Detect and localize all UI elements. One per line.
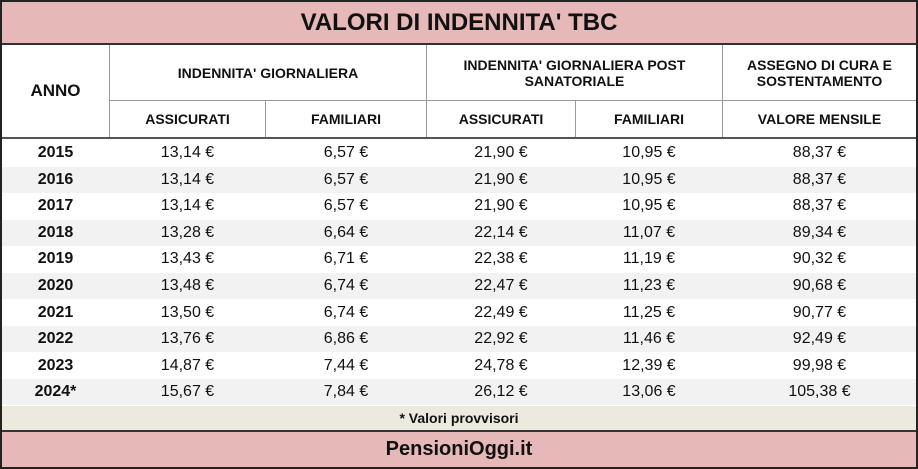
grid-line (575, 100, 576, 137)
header-group-giornaliera: INDENNITA' GIORNALIERA (177, 64, 359, 81)
anno-cell: 2017 (37, 197, 74, 215)
grid-line (2, 137, 916, 139)
assicurati-post-cell: 22,92 € (474, 330, 528, 348)
anno-cell: 2015 (37, 144, 74, 161)
assicurati-post-cell: 22,14 € (474, 223, 528, 241)
familiari-post-cell: 11,25 € (622, 303, 676, 321)
table-row (2, 246, 916, 272)
valore-mensile-cell: 99,98 € (792, 356, 847, 374)
familiari-giornaliera-cell: 6,57 € (323, 197, 369, 215)
table-row (2, 140, 916, 166)
grid-line (265, 100, 266, 137)
anno-cell: 2021 (37, 303, 74, 321)
familiari-giornaliera-cell: 6,86 € (323, 330, 369, 348)
assicurati-post-cell: 24,78 € (474, 356, 528, 374)
familiari-post-cell: 13,06 € (622, 383, 676, 401)
assicurati-giornaliera-cell: 13,28 € (160, 223, 215, 241)
familiari-post-cell: 12,39 € (622, 356, 676, 374)
familiari-post-cell: 11,46 € (622, 330, 676, 348)
assicurati-post-cell: 22,47 € (474, 277, 528, 294)
assicurati-post-cell: 22,38 € (474, 250, 528, 268)
valore-mensile-cell: 90,68 € (792, 277, 847, 294)
table-row (2, 167, 916, 193)
assicurati-giornaliera-cell: 13,14 € (160, 197, 215, 215)
valore-mensile-cell: 90,32 € (792, 250, 847, 268)
assicurati-giornaliera-cell: 14,87 € (160, 356, 215, 374)
familiari-giornaliera-cell: 6,71 € (323, 250, 369, 268)
footer-brand: PensioniOggi.it (2, 432, 916, 467)
subheader-familiari-1: FAMILIARI (311, 111, 381, 127)
valore-mensile-cell: 90,77 € (792, 303, 847, 321)
familiari-giornaliera-cell: 7,44 € (323, 356, 369, 374)
grid-line (426, 45, 427, 137)
familiari-giornaliera-cell: 7,84 € (323, 383, 369, 401)
anno-cell: 2020 (37, 277, 74, 294)
assicurati-giornaliera-cell: 13,76 € (160, 330, 215, 348)
familiari-post-cell: 11,07 € (622, 223, 676, 241)
familiari-post-cell: 10,95 € (622, 144, 676, 161)
table-row (2, 220, 916, 246)
table-title: VALORI DI INDENNITA' TBC (2, 2, 916, 45)
table-row (2, 379, 916, 405)
valore-mensile-cell: 105,38 € (788, 383, 851, 401)
header-anno: ANNO (30, 81, 81, 100)
table-row (2, 193, 916, 219)
assicurati-giornaliera-cell: 13,14 € (160, 170, 215, 188)
table-row (2, 300, 916, 326)
familiari-post-cell: 11,19 € (622, 250, 676, 268)
valore-mensile-cell: 88,37 € (792, 170, 847, 188)
assicurati-giornaliera-cell: 13,50 € (160, 303, 215, 321)
assicurati-giornaliera-cell: 15,67 € (160, 383, 215, 401)
valore-mensile-cell: 92,49 € (792, 330, 847, 348)
assicurati-post-cell: 21,90 € (474, 197, 528, 215)
assicurati-post-cell: 22,49 € (474, 303, 528, 321)
grid-line (109, 45, 110, 137)
anno-cell: 2016 (37, 170, 74, 188)
familiari-post-cell: 10,95 € (622, 170, 676, 188)
table-row (2, 353, 916, 379)
assicurati-post-cell: 26,12 € (474, 383, 528, 401)
assicurati-giornaliera-cell: 13,48 € (160, 277, 215, 294)
anno-cell: 2019 (37, 250, 74, 268)
assicurati-giornaliera-cell: 13,14 € (160, 144, 215, 161)
anno-cell: 2018 (37, 223, 74, 241)
familiari-giornaliera-cell: 6,57 € (323, 144, 369, 161)
grid-line (722, 45, 723, 137)
familiari-giornaliera-cell: 6,57 € (323, 170, 369, 188)
valore-mensile-cell: 89,34 € (792, 223, 847, 241)
assicurati-post-cell: 21,90 € (474, 144, 528, 161)
subheader-assicurati-1: ASSICURATI (145, 111, 230, 127)
table-row (2, 273, 916, 299)
header-group-post-sanatoriale: INDENNITA' GIORNALIERA POST SANATORIALE (463, 56, 686, 89)
familiari-giornaliera-cell: 6,74 € (323, 303, 369, 321)
subheader-assicurati-2: ASSICURATI (458, 111, 544, 127)
familiari-giornaliera-cell: 6,74 € (323, 277, 369, 294)
valore-mensile-cell: 88,37 € (792, 197, 847, 215)
grid-line (109, 100, 916, 101)
familiari-post-cell: 10,95 € (622, 197, 676, 215)
anno-cell: 2024* (34, 383, 77, 401)
assicurati-giornaliera-cell: 13,43 € (160, 250, 215, 268)
familiari-giornaliera-cell: 6,64 € (323, 223, 369, 241)
provisional-note: * Valori provvisori (2, 406, 916, 432)
subheader-valore-mensile: VALORE MENSILE (757, 111, 882, 127)
familiari-post-cell: 11,23 € (622, 277, 676, 294)
assicurati-post-cell: 21,90 € (474, 170, 528, 188)
subheader-familiari-2: FAMILIARI (614, 111, 684, 127)
anno-cell: 2023 (37, 356, 74, 374)
table-row (2, 326, 916, 352)
anno-cell: 2022 (37, 330, 74, 348)
header-group-assegno: ASSEGNO DI CURA E SOSTENTAMENTO (747, 56, 892, 89)
valore-mensile-cell: 88,37 € (792, 144, 847, 161)
